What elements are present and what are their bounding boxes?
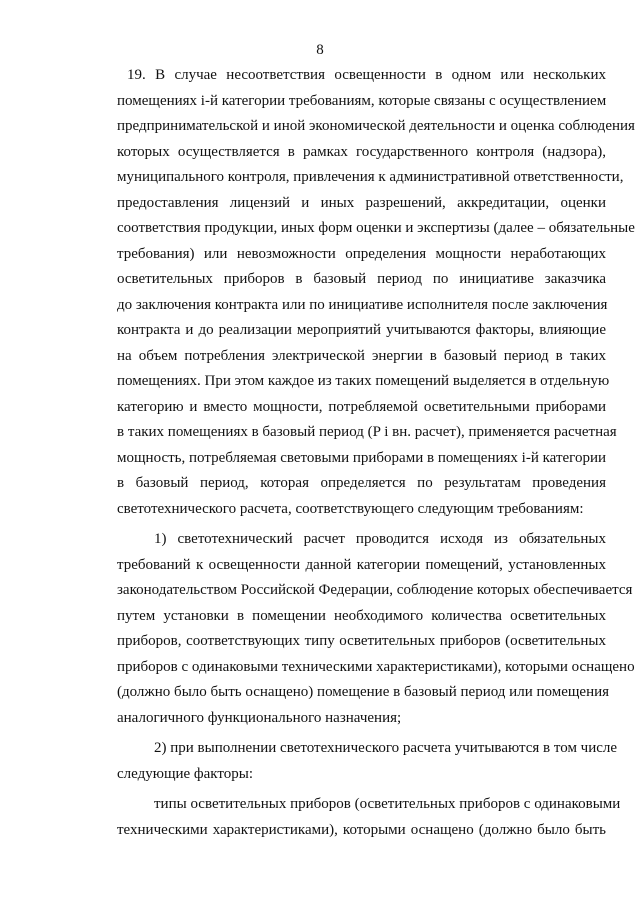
text-line: соответствия продукции, иных форм оценки и экспертизы (далее – обязательные — [117, 220, 635, 236]
text-line: аналогичного функционального назначения; — [117, 709, 402, 726]
text-line: законодательством Российской Федерации, соблюдение которых обеспечивается — [117, 582, 633, 598]
page-number: 8 — [316, 42, 324, 58]
text-line: 19. В случае несоответствия освещенности в одном или нескольких — [127, 67, 606, 83]
text-line: приборов с одинаковыми техническими характеристиками), которыми оснащено — [117, 658, 635, 675]
text-line: путем установки в помещении необходимого количества осветительных — [117, 607, 606, 624]
paragraph-19 — [117, 63, 635, 522]
text-line: муниципального контроля, привлечения к административной ответственности, — [117, 169, 624, 185]
text-line: помещениях i-й категории требованиям, которые связаны с осуществлением — [117, 92, 607, 109]
text-line: приборов, соответствующих типу осветительных приборов (осветительных — [117, 633, 606, 649]
text-line: категорию и вместо мощности, потребляемой осветительными приборами — [117, 398, 606, 415]
text-line: в базовый период, которая определяется по результатам проведения — [117, 475, 606, 491]
text-line: помещениях. При этом каждое из таких помещений выделяется в отдельную — [117, 373, 610, 389]
text-line: типы осветительных приборов (осветительных приборов с одинаковыми — [154, 796, 621, 812]
paragraph-item-1 — [117, 527, 635, 731]
paragraph-item-2 — [117, 736, 618, 787]
text-line: предпринимательской и иной экономической деятельности и оценка соблюдения — [117, 118, 635, 134]
text-line: (должно было быть оснащено) помещение в базовый период или помещения — [117, 684, 610, 700]
text-line: на объем потребления электрической энергии в базовый период в таких — [117, 347, 606, 364]
paragraph-factor-types — [117, 792, 621, 843]
text-line: следующие факторы: — [117, 765, 253, 782]
body-text — [117, 63, 635, 843]
text-line: осветительных приборов в базовый период по инициативе заказчика — [117, 271, 606, 287]
text-line: мощность, потребляемая световыми приборами в помещениях i-й категории — [117, 449, 606, 466]
text-line: контракта и до реализации мероприятий учитываются факторы, влияющие — [117, 322, 606, 338]
text-line: 1) светотехнический расчет проводится исходя из обязательных — [154, 531, 606, 547]
text-line: требования) или невозможности определения мощности неработающих — [117, 245, 606, 262]
text-line: предоставления лицензий и иных разрешений, аккредитации, оценки — [117, 194, 606, 211]
text-line: которых осуществляется в рамках государственного контроля (надзора), — [117, 143, 606, 160]
text-line: светотехнического расчета, соответствующего следующим требованиям: — [117, 500, 584, 517]
text-line: требований к освещенности данной категории помещений, установленных — [117, 556, 606, 573]
text-line: в таких помещениях в базовый период (P i вн. расчет), применяется расчетная — [117, 424, 617, 440]
text-line: до заключения контракта или по инициативе исполнителя после заключения — [117, 296, 608, 313]
text-line: 2) при выполнении светотехнического расчета учитываются в том числе — [154, 740, 618, 756]
text-line: техническими характеристиками), которыми оснащено (должно было быть — [117, 821, 606, 838]
